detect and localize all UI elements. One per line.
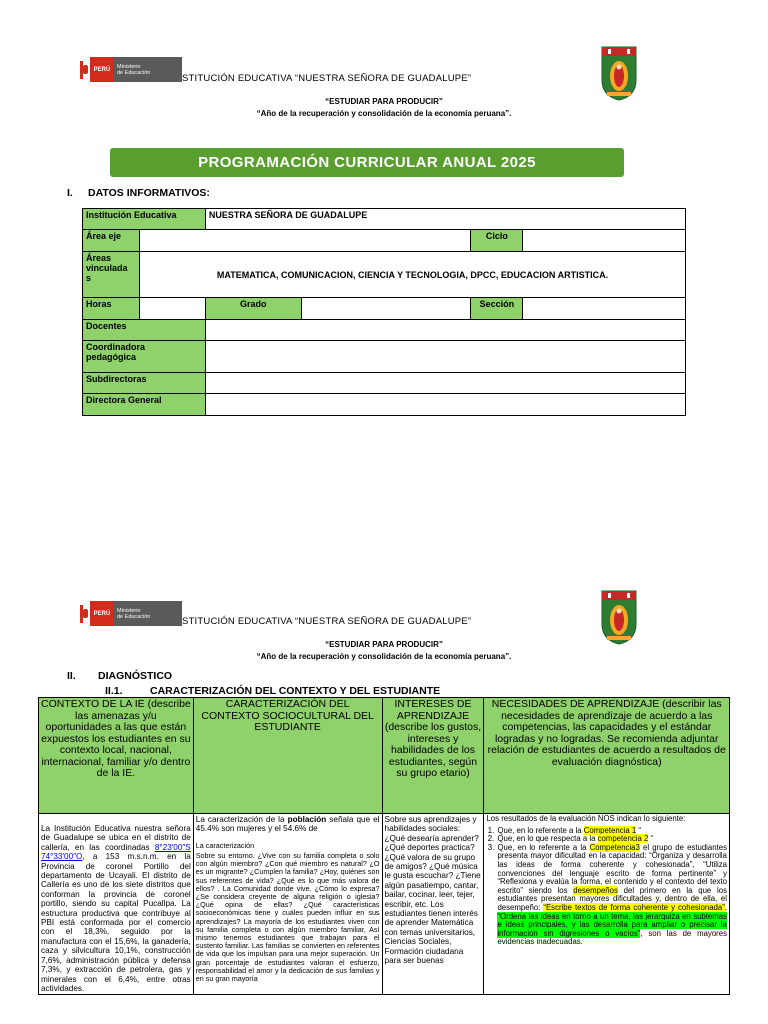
- inst-value: NUESTRA SEÑORA DE GUADALUPE: [205, 209, 685, 230]
- section-number: II.: [67, 670, 76, 682]
- docentes-label: Docentes: [83, 320, 206, 341]
- peru-flag-icon: [80, 605, 90, 623]
- coord-value: [205, 341, 685, 373]
- slogan: “ESTUDIAR PARA PRODUCIR”: [325, 97, 443, 106]
- page-title: PROGRAMACIÓN CURRICULAR ANUAL 2025: [110, 148, 624, 177]
- peru-flag-icon: [80, 61, 90, 79]
- areas-label: Áreas vinculada s: [83, 252, 140, 298]
- horas-label: Horas: [83, 298, 140, 320]
- header-contexto: CONTEXTO DE LA IE (describe las amenazas y/u oportunidades a las que están expuestos los estudiantes en su contexto local, nacional, internacional, familiar y/o dentro de la IE.: [39, 698, 194, 814]
- subdir-value: [205, 373, 685, 394]
- horas-value: [139, 298, 205, 320]
- header-necesidades: NECESIDADES DE APRENDIZAJE (describir las necesidades de aprendizaje de acuerdo a las competencias, las capacidades y el estándar logradas y no logradas. Se recomienda adjuntar relación de estudiantes de acuerdo a resultados de evaluación diagnóstica): [484, 698, 730, 814]
- section-number: I.: [67, 187, 73, 199]
- caracterizacion-cell: La caracterización de la población señala que el 45.4% son mujeres y el 54.6% de La caracterización Sobre su entorno. ¿Vive con su familia completa o solo con algún miembro? ¿Con qué miembro es natural? ¿O es un migrante? ¿Cumplen la familia? ¿Hoy, quiénes son sus referentes de vida? ¿Qué es lo que más valora de ellos? . La Comunidad donde vive. ¿Cómo lo expresa? ¿Se considera creyente de alguna religión o iglesia? ¿Qué opina de ellas? ¿Qué características socioeconómicas tiene y cuáles pueden influir en sus aprendizajes? La mayoría de los estudiantes viven con su familia completa o con algún miembro familiar, Así mismo tenemos estudiantes que trabajan para el sustento familiar. Las familias se convierten en referentes de vida que los impulsan para una mejor superación. Un gran porcentaje de estudiantes valoran el esfuerzo, responsabilidad el amor y la dedicación de sus familias y en su gran mayoría: [193, 814, 382, 995]
- subsection-number: II.1.: [105, 685, 123, 697]
- contexto-cell: La Institución Educativa nuestra señora de Guadalupe se ubica en el distrito de callería, en las coordinadas 8°23′00″S 74°33′00″O, a 153 m.s.n.m. en la Provincia de coronel Portillo del departamento de Ucayali. El distrito de Callería es uno de los siete distritos que conforman la provincia de coronel portillo, siendo su capital Pucallpa. La estructura productiva que contribuye al PBI está conformada por el comercio con el 18,3%, seguido por la manufactura con el 15,6%, la ganadería, caza y silvicultura 10,1%, construcción 7,6%, administración pública y defensa 7,3%, y extracción de petrolera, gas y minerales con el 6,4%, entre otras actividades.: [39, 814, 194, 995]
- areas-value: MATEMATICA, COMUNICACION, CIENCIA Y TECNOLOGIA, DPCC, EDUCACION ARTISTICA.: [139, 252, 685, 298]
- ministerio-logo: PERÚ Ministerio de Educación: [78, 601, 182, 626]
- coord-label: Coordinadora pedagógica: [83, 341, 206, 373]
- list-item: 3. Que, en lo referente a la Competencia3 el grupo de estudiantes presenta mayor dificultad en la capacidad: “Organiza y desarrolla las ideas de forma coherente y cohesionada”, “Utiliza convenciones del lenguaje escrito de forma pertinente” y “Reflexiona y evalúa la forma, el contenido y el contexto del texto escrito” siendo los desempeños del primero en la que los estudiantes presentan mayores dificultades y, dentro de ella, el desempeño: “Escribe textos de forma coherente y cohesionada”, “Ordena las ideas en torno a un tema, las jerarquiza en subtemas e ideas principales, y las desarrolla para ampliar o precisar la información sin digresiones o vacíos”, son las de mayores evidencias inadecuadas.: [496, 844, 727, 947]
- section-title: DIAGNÓSTICO: [98, 670, 173, 682]
- area-label: Área eje: [83, 230, 140, 252]
- seccion-label: Sección: [471, 298, 523, 320]
- docentes-value: [205, 320, 685, 341]
- subdir-label: Subdirectoras: [83, 373, 206, 394]
- grado-value: [301, 298, 471, 320]
- slogan: “ESTUDIAR PARA PRODUCIR”: [325, 640, 443, 649]
- seccion-value: [523, 298, 686, 320]
- header-intereses: INTERESES DE APRENDIZAJE (describe los gustos, intereses y habilidades de los estudiantes, según su grupo etario): [382, 698, 484, 814]
- ciclo-label: Ciclo: [471, 230, 523, 252]
- list-item: 1. Que, en lo referente a la Competencia 1 “: [496, 827, 727, 836]
- ciclo-value: [523, 230, 686, 252]
- year-name: “Año de la recuperación y consolidación de la economía peruana”.: [256, 652, 512, 661]
- intereses-cell: Sobre sus aprendizajes y habilidades sociales: ¿Qué desearía aprender? ¿Qué deportes practica? ¿Qué valora de su grupo de amigos? ¿Qué música le gusta escuchar? ¿Tiene algún pasatiempo, cantar, bailar, cocinar, leer, tejer, escribir, etc. Los estudiantes tienen interés de aprender Matemática con temas universitarios, Ciencias Sociales, Formación ciudadana para ser buenas: [382, 814, 484, 995]
- school-crest-icon: [599, 44, 639, 102]
- directora-label: Directora General: [83, 394, 206, 416]
- school-crest-icon: [599, 588, 639, 646]
- necesidades-cell: Los resultados de la evaluación NOS indican lo siguiente: 1. Que, en lo referente a la Competencia 1 “ 2. Que, en lo que respecta a la competencia 2 “ 3. Que, en lo referente a la Competencia3 el grupo de estudiantes presenta mayor dificultad en la capacidad: “Organiza y desarrolla las ideas de forma coherente y cohesionada”, “Utiliza convenciones del lenguaje escrito de forma pertinente” y “Reflexiona y evalúa la forma, el contenido y el contexto del texto escrito” siendo los desempeños del primero en la que los estudiantes presentan mayores dificultades y, dentro de ella, el desempeño: “Escribe textos de forma coherente y cohesionada”, “Ordena las ideas en torno a un tema, las jerarquiza en subtemas e ideas principales, y las desarrolla para ampliar o precisar la información sin digresiones o vacíos”, son las de mayores evidencias inadecuadas.: [484, 814, 730, 995]
- institution-title: STITUCIÓN EDUCATIVA “NUESTRA SEÑORA DE GUADALUPE”: [182, 616, 472, 627]
- area-value: [139, 230, 470, 252]
- inst-label: Institución Educativa: [83, 209, 206, 230]
- section-title: DATOS INFORMATIVOS:: [88, 187, 210, 199]
- ministerio-logo: PERÚ Ministerio de Educación: [78, 57, 182, 82]
- directora-value: [205, 394, 685, 416]
- year-name: “Año de la recuperación y consolidación de la economía peruana”.: [256, 109, 512, 118]
- header-caracterizacion: CARACTERIZACIÓN DEL CONTEXTO SOCIOCULTURAL DEL ESTUDIANTE: [193, 698, 382, 814]
- institution-title: STITUCIÓN EDUCATIVA “NUESTRA SEÑORA DE GUADALUPE”: [182, 73, 472, 84]
- datos-informativos-table: [82, 208, 686, 416]
- grado-label: Grado: [205, 298, 301, 320]
- list-item: 2. Que, en lo que respecta a la competencia 2 “: [496, 835, 727, 844]
- coordinates-link[interactable]: 8°23′00″S 74°33′00″O: [41, 842, 191, 862]
- diagnostico-table: [38, 697, 730, 995]
- subsection-title: CARACTERIZACIÓN DEL CONTEXTO Y DEL ESTUDIANTE: [150, 685, 441, 697]
